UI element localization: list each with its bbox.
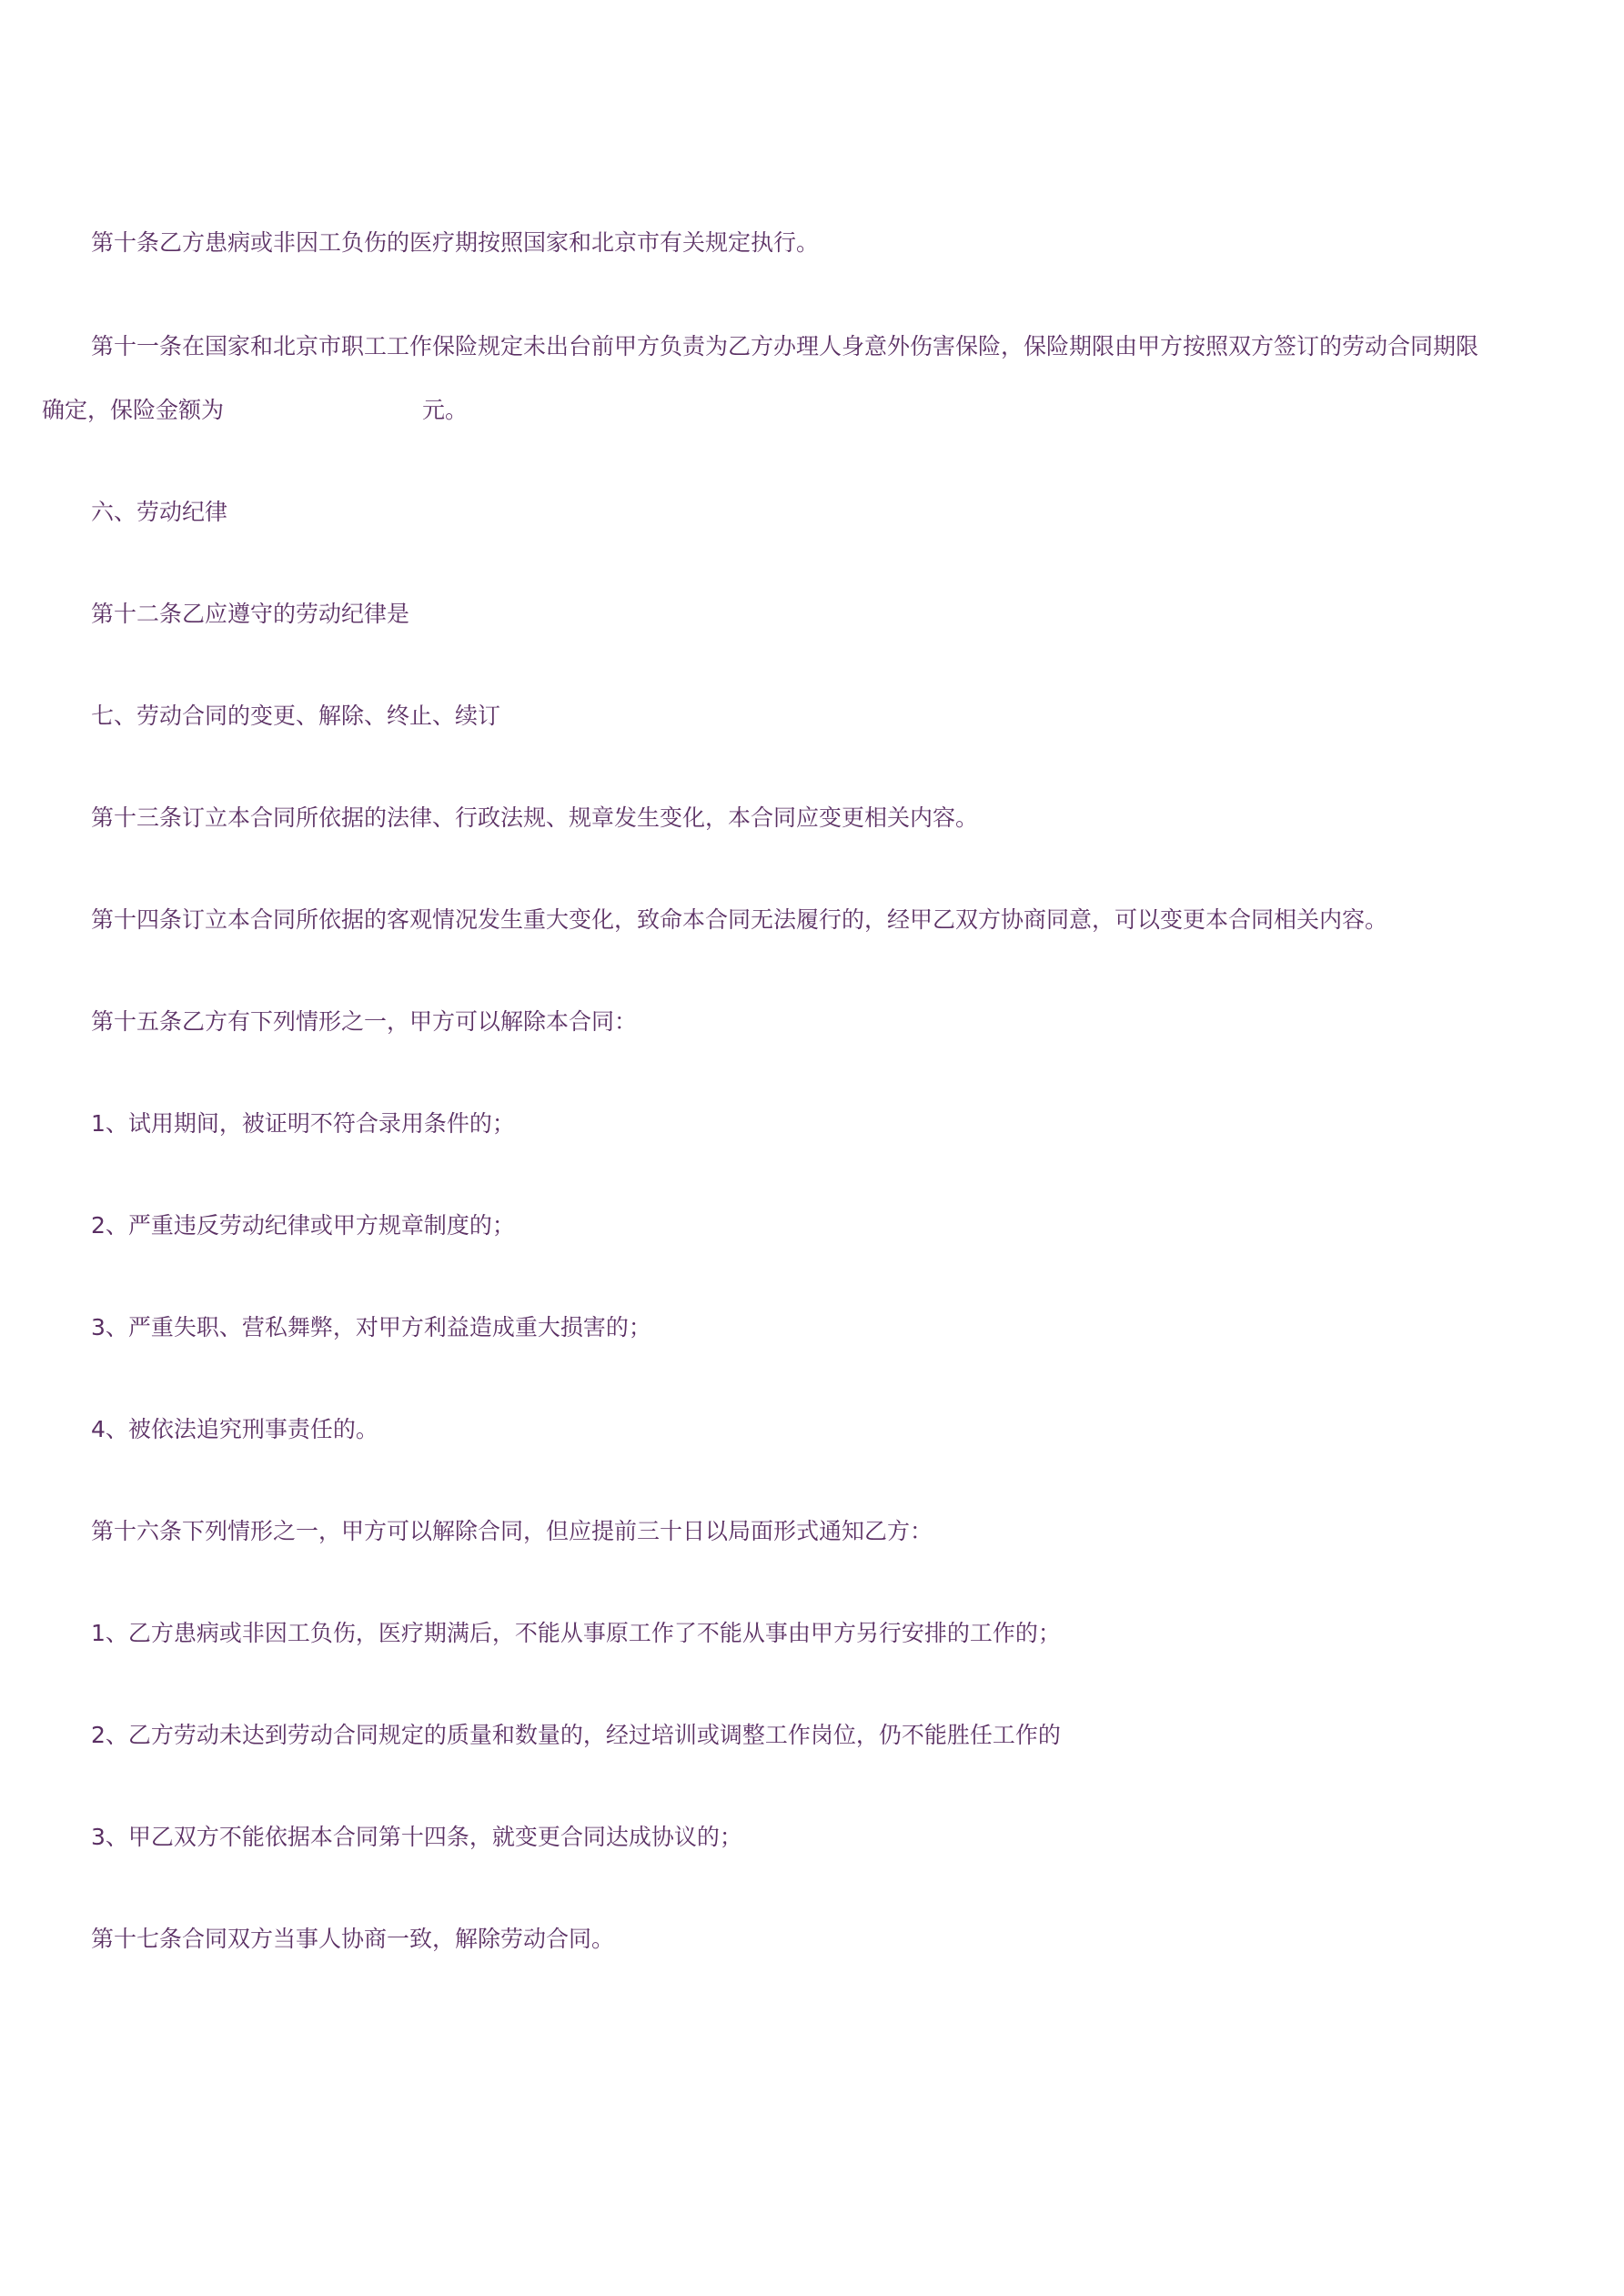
article-16-item-2: 2、乙方劳动未达到劳动合同规定的质量和数量的，经过培训或调整工作岗位，仍不能胜任工作的 (91, 1722, 1061, 1748)
article-15-item-1: 1、试用期间，被证明不符合录用条件的； (91, 1110, 515, 1137)
article-16: 第十六条下列情形之一，甲方可以解除合同，但应提前三十日以局面形式通知乙方： (91, 1518, 933, 1544)
insurance-amount-unit: 元。 (422, 397, 469, 423)
article-13: 第十三条订立本合同所依据的法律、行政法规、规章发生变化，本合同应变更相关内容。 (91, 804, 979, 831)
insurance-amount-label: 确定，保险金额为 (42, 397, 225, 423)
article-15-item-4: 4、被依法追究刑事责任的。 (91, 1416, 378, 1442)
article-16-item-3: 3、甲乙双方不能依据本合同第十四条，就变更合同达成协议的； (91, 1824, 742, 1850)
article-12: 第十二条乙应遵守的劳动纪律是 (91, 601, 410, 627)
article-11-line-2 (42, 397, 468, 424)
article-16-item-1: 1、乙方患病或非因工负伤，医疗期满后，不能从事原工作了不能从事由甲方另行安排的工作的； (91, 1620, 1061, 1646)
article-17: 第十七条合同双方当事人协商一致，解除劳动合同。 (91, 1926, 615, 1952)
article-11-line-1: 第十一条在国家和北京市职工工作保险规定未出台前甲方负责为乙方办理人身意外伤害保险，保险期限由甲方按照双方签订的劳动合同期限 (91, 333, 1479, 359)
article-14: 第十四条订立本合同所依据的客观情况发生重大变化，致命本合同无法履行的，经甲乙双方协商同意，可以变更本合同相关内容。 (91, 906, 1388, 933)
section-7-heading: 七、劳动合同的变更、解除、终止、续订 (91, 703, 501, 729)
article-15: 第十五条乙方有下列情形之一，甲方可以解除本合同： (91, 1008, 638, 1035)
article-15-item-2: 2、严重违反劳动纪律或甲方规章制度的； (91, 1212, 515, 1239)
article-10: 第十条乙方患病或非因工负伤的医疗期按照国家和北京市有关规定执行。 (91, 229, 820, 256)
section-6-heading: 六、劳动纪律 (91, 499, 228, 525)
article-15-item-3: 3、严重失职、营私舞弊，对甲方利益造成重大损害的； (91, 1314, 651, 1340)
